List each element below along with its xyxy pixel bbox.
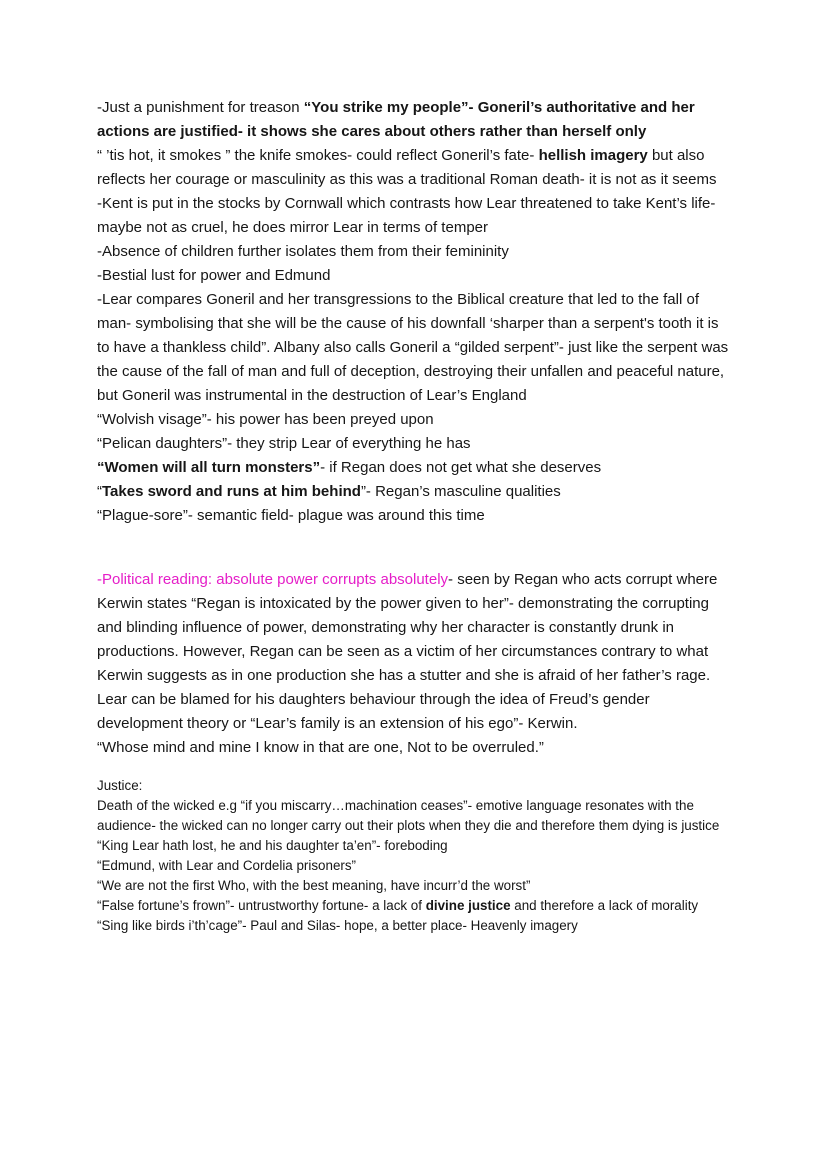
text-run: but also reflects her courage or masculinity as this was a traditional Roman death- it is not as it seems bbox=[97, 147, 717, 188]
political-reading-section bbox=[97, 568, 733, 760]
justice-section bbox=[97, 776, 733, 936]
text-run-bold: Takes sword and runs at him behind bbox=[102, 483, 361, 500]
notes-section bbox=[97, 96, 733, 528]
text-run: “Edmund, with Lear and Cordelia prisoners” bbox=[97, 858, 357, 873]
text-run: “Whose mind and mine I know in that are one, Not to be overruled.” bbox=[97, 739, 544, 756]
text-run: “Pelican daughters”- they strip Lear of everything he has bbox=[97, 435, 471, 452]
note-line bbox=[97, 456, 733, 480]
text-run: “ ’tis hot, it smokes ” the knife smokes- could reflect Goneril’s fate- bbox=[97, 147, 539, 164]
note-line bbox=[97, 480, 733, 504]
note-line bbox=[97, 288, 733, 408]
political-reading-line bbox=[97, 568, 733, 688]
quote-line bbox=[97, 736, 733, 760]
text-run: “King Lear hath lost, he and his daughter ta’en”- foreboding bbox=[97, 838, 448, 853]
note-line bbox=[97, 144, 733, 192]
text-run: “Wolvish visage”- his power has been preyed upon bbox=[97, 411, 434, 428]
text-run: “We are not the first Who, with the best meaning, have incurr’d the worst” bbox=[97, 878, 531, 893]
note-line bbox=[97, 688, 733, 736]
text-run: “Plague-sore”- semantic field- plague was around this time bbox=[97, 507, 485, 524]
note-line bbox=[97, 192, 733, 240]
text-run: “False fortune’s frown”- untrustworthy fortune- a lack of bbox=[97, 898, 426, 913]
note-line bbox=[97, 432, 733, 456]
text-run-bold: divine justice bbox=[425, 898, 511, 913]
note-line bbox=[97, 896, 733, 916]
text-run: -Bestial lust for power and Edmund bbox=[97, 267, 331, 284]
text-run: Justice: bbox=[97, 778, 143, 793]
text-run: Death of the wicked e.g “if you miscarry…machination ceases”- emotive language resonates with the audience- the wicked can no longer carry out their plots when they die and therefore them dying is justice bbox=[97, 798, 720, 833]
text-run-bold: “Women will all turn monsters” bbox=[97, 459, 321, 476]
text-run: and therefore a lack of morality bbox=[510, 898, 699, 913]
text-run: “Sing like birds i’th’cage”- Paul and Silas- hope, a better place- Heavenly imagery bbox=[97, 918, 578, 933]
text-run: -Lear compares Goneril and her transgressions to the Biblical creature that led to the fall of man- symbolising that she will be the cause of his downfall ‘sharper than a serpent's tooth it is to have a thankless child”. Albany also calls Goneril a “gilded serpent”- just like the serpent was the cause of the fall of man and full of deception, destroying their unfallen and peaceful nature, but Goneril was instrumental in the destruction of Lear’s England bbox=[97, 291, 729, 404]
note-line bbox=[97, 876, 733, 896]
text-run: - seen by Regan who acts corrupt where Kerwin states “Regan is intoxicated by the power given to her”- demonstrating the corrupting and blinding influence of power, demonstrating why her character is constantly drunk in productions. However, Regan can be seen as a victim of her circumstances contrary to what Kerwin suggests as in one production she has a stutter and she is afraid of her father’s rage. bbox=[97, 571, 718, 684]
justice-heading bbox=[97, 776, 733, 796]
note-line bbox=[97, 240, 733, 264]
text-run: -Kent is put in the stocks by Cornwall which contrasts how Lear threatened to take Kent’s life- maybe not as cruel, he does mirror Lear in terms of temper bbox=[97, 195, 716, 236]
note-line bbox=[97, 796, 733, 836]
text-run-bold: hellish imagery bbox=[538, 147, 648, 164]
note-line bbox=[97, 408, 733, 432]
note-line bbox=[97, 96, 733, 144]
text-run: -Just a punishment for treason bbox=[97, 99, 304, 116]
note-line bbox=[97, 856, 733, 876]
text-run: - if Regan does not get what she deserves bbox=[320, 459, 602, 476]
text-run: Lear can be blamed for his daughters behaviour through the idea of Freud’s gender development theory or “Lear’s family is an extension of his ego”- Kerwin. bbox=[97, 691, 650, 732]
text-run: ”- Regan’s masculine qualities bbox=[360, 483, 561, 500]
note-line bbox=[97, 836, 733, 856]
note-line bbox=[97, 264, 733, 288]
text-run: “ bbox=[97, 483, 102, 500]
note-line bbox=[97, 916, 733, 936]
text-run: -Absence of children further isolates them from their femininity bbox=[97, 243, 509, 260]
note-line bbox=[97, 504, 733, 528]
text-run-magenta: -Political reading: absolute power corrupts absolutely bbox=[97, 571, 449, 588]
text-run-bold: “You strike my people”- Goneril’s authoritative and her actions are justified- it shows she cares about others rather than herself only bbox=[97, 99, 695, 140]
